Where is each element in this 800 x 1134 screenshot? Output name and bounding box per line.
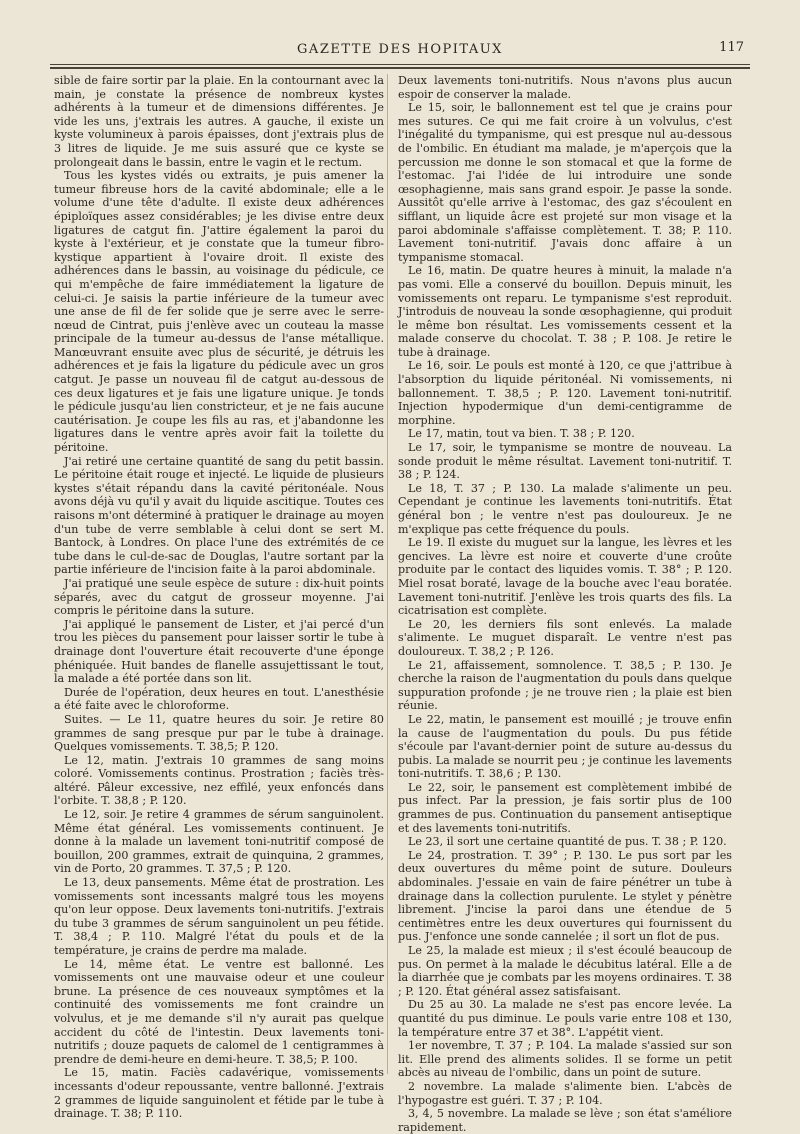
paragraph: Le 15, soir, le ballonnement est tel que je crains pour mes sutures. Ce qui me fait croire à un volvulus, c'est l'inégalité du tympanisme, qui est presque nul au-dessous de l'ombilic. En étudiant ma malade, je m'aperçois que la percussion me donne le son stomacal et que la forme de l'estomac. J'ai l'idée de lui introduire une sonde œsophagienne, mais sans grand espoir. Je passe la sonde. Aussitôt qu'elle arrive à l'estomac, des gaz s'écoulent en sifflant, un liquide âcre est projeté sur mon visage et la paroi abdominale s'affaisse complètement. T. 38; P. 110. Lavement toni-nutritif. J'avais donc affaire à un tympanisme stomacal. (398, 101, 732, 264)
paragraph: Suites. — Le 11, quatre heures du soir. Je retire 80 grammes de sang presque pur par le tube à drainage. Quelques vomissements. T. 38,5; P. 120. (54, 712, 384, 754)
paragraph: Deux lavements toni-nutritifs. Nous n'avons plus aucun espoir de conserver la malade. (398, 74, 732, 101)
paragraph: Le 15, matin. Faciès cadavérique, vomissements incessants d'odeur repoussante, ventre ballonné. J'extrais 2 grammes de liquide sanguinolent et fétide par le tube à drainage. T. 38; P. 110. (54, 1066, 384, 1121)
paragraph: Le 16, soir. Le pouls est monté à 120, ce que j'attribue à l'absorption du liquide péritonéal. Ni vomissements, ni ballonnement. T. 38,5 ; P. 120. Lavement toni-nutritif. Injection hypodermique d'un demi-centigramme de morphine. (398, 359, 732, 427)
paragraph: Le 25, la malade est mieux ; il s'est écoulé beaucoup de pus. On permet à la malade le décubitus latéral. Elle a de la diarrhée que je combats par les moyens ordinaires. T. 38 ; P. 120. État général assez satisfaisant. (398, 944, 732, 998)
paragraph: 1er novembre, T. 37 ; P. 104. La malade s'assied sur son lit. Elle prend des aliments solides. Il se forme un petit abcès au niveau de l'ombilic, dans un point de suture. (398, 1039, 732, 1080)
left-column (54, 74, 384, 1121)
paragraph: J'ai pratiqué une seule espèce de suture : dix-huit points séparés, avec du catgut de grosseur moyenne. J'ai compris le péritoine dans la suture. (54, 576, 384, 618)
paragraph: Le 19. Il existe du muguet sur la langue, les lèvres et les gencives. La lèvre est noire et couverte d'une croûte produite par le contact des liquides vomis. T. 38° ; P. 120. Miel rosat boraté, lavage de la bouche avec l'eau boratée. Lavement toni-nutritif. J'enlève les trois quarts des fils. La cicatrisation est complète. (398, 536, 732, 618)
paragraph: sible de faire sortir par la plaie. En la contournant avec la main, je constate la présence de nombreux kystes adhérents à la tumeur et de dimensions différentes. Je vide les uns, j'extrais les autres. A gauche, il existe un kyste volumineux à parois épaisses, dont j'extrais plus de 3 litres de liquide. Je me suis assuré que ce kyste se prolongeait dans le bassin, entre le vagin et le rectum. (54, 74, 384, 169)
paragraph: Le 14, même état. Le ventre est ballonné. Les vomissements ont une mauvaise odeur et une couleur brune. La présence de ces nouveaux symptômes et la continuité des vomissements me font craindre un volvulus, et je me demande s'il n'y aurait pas quelque accident du côté de l'intestin. Deux lavements toni-nutritifs ; douze paquets de calomel de 1 centigrammes à prendre de demi-heure en demi-heure. T. 38,5; P. 100. (54, 957, 384, 1066)
paragraph: Du 25 au 30. La malade ne s'est pas encore levée. La quantité du pus diminue. Le pouls varie entre 108 et 130, la température entre 37 et 38°. L'appétit vient. (398, 998, 732, 1039)
paragraph: Le 24, prostration. T. 39° ; P. 130. Le pus sort par les deux ouvertures du même point de suture. Douleurs abdominales. J'essaie en vain de faire pénétrer un tube à drainage dans la collection purulente. Le stylet y pénètre librement. J'incise la paroi dans une étendue de 5 centimètres entre les deux ouvertures qui fournissent du pus. J'enfonce une sonde cannelée ; il sort un flot de pus. (398, 848, 732, 944)
paragraph: Le 12, soir. Je retire 4 grammes de sérum sanguinolent. Même état général. Les vomissements continuent. Je donne à la malade un lavement toni-nutritif composé de bouillon, 200 grammes, extrait de quinquina, 2 grammes, vin de Porto, 20 grammes. T. 37,5 ; P. 120. (54, 808, 384, 876)
column-divider (387, 74, 388, 1074)
paragraph: J'ai appliqué le pansement de Lister, et j'ai percé d'un trou les pièces du pansement pour laisser sortir le tube à drainage dont l'ouverture était recouverte d'une éponge phéniquée. Huit bandes de flanelle assujettissant le tout, la malade a été portée dans son lit. (54, 617, 384, 686)
header-rule-thin (50, 64, 750, 65)
paragraph: J'ai retiré une certaine quantité de sang du petit bassin. Le péritoine était rouge et injecté. Le liquide de plusieurs kystes s'était répandu dans la cavité péritonéale. Nous avons déjà vu qu'il y avait du liquide ascitique. Toutes ces raisons m'ont déterminé à pratiquer le drainage au moyen d'un tube de verre semblable à celui dont se sert M. Bantock, à Londres. On place l'une des extrémités de ce tube dans le cul-de-sac de Douglas, l'autre sortant par la partie inférieure de l'incision faite à la paroi abdominale. (54, 454, 384, 577)
paragraph: Le 20, les derniers fils sont enlevés. La malade s'alimente. Le muguet disparaît. Le ventre n'est pas douloureux. T. 38,2 ; P. 126. (398, 617, 732, 658)
paragraph: 2 novembre. La malade s'alimente bien. L'abcès de l'hypogastre est guéri. T. 37 ; P. 104. (398, 1079, 732, 1107)
paragraph: Le 17, matin, tout va bien. T. 38 ; P. 120. (408, 427, 635, 441)
running-title: GAZETTE DES HOPITAUX (297, 42, 503, 57)
paragraph: Le 16, matin. De quatre heures à minuit, la malade n'a pas vomi. Elle a conservé du bouillon. Depuis minuit, les vomissements ont reparu. Le tympanisme s'est reproduit. J'introduis de nouveau la sonde œsophagienne, qui produit le même bon résultat. Les vomissements cessent et la malade conserve du chocolat. T. 38 ; P. 108. Je retire le tube à drainage. (398, 264, 732, 359)
paragraph: Durée de l'opération, deux heures en tout. L'anesthésie a été faite avec le chloroforme. (54, 685, 384, 713)
paragraph: 3, 4, 5 novembre. La malade se lève ; son état s'améliore rapidement. (398, 1107, 732, 1134)
paragraph: Le 23, il sort une certaine quantité de pus. T. 38 ; P. 120. (408, 835, 727, 849)
paragraph: Le 22, soir, le pansement est complètement imbibé de pus infect. Par la pression, je fais sortir plus de 100 grammes de pus. Continuation du pansement antiseptique et des lavements toni-nutritifs. (398, 780, 732, 835)
header-rule-thick (50, 67, 750, 69)
paragraph: Le 22, matin, le pansement est mouillé ; je trouve enfin la cause de l'augmentation du pouls. Du pus fétide s'écoule par l'avant-dernier point de suture au-dessus du pubis. La malade se nourrit peu ; je continue les lavements toni-nutritifs. T. 38,6 ; P. 130. (398, 712, 732, 781)
paragraph: Le 21, affaissement, somnolence. T. 38,5 ; P. 130. Je cherche la raison de l'augmentation du pouls dans quelque suppuration profonde ; je ne trouve rien ; la plaie est bien réunie. (398, 658, 732, 713)
paragraph: Le 13, deux pansements. Même état de prostration. Les vomissements sont incessants malgré tous les moyens qu'on leur oppose. Deux lavements toni-nutritifs. J'extrais du tube 3 grammes de sérum sanguinolent un peu fétide. T. 38,4 ; P. 110. Malgré l'état du pouls et de la température, je crains de perdre ma malade. (54, 876, 384, 957)
paragraph: Tous les kystes vidés ou extraits, je puis amener la tumeur fibreuse hors de la cavité abdominale; elle a le volume d'une tête d'adulte. Il existe deux adhérences épiploïques assez considérables; je les divise entre deux ligatures de catgut fin. J'attire également la paroi du kyste à l'extérieur, et je constate que la tumeur fibro-kystique appartient à l'ovaire droit. Il existe des adhérences dans le bassin, au voisinage du pédicule, ce qui m'empêche de faire immédiatement la ligature de celui-ci. Je saisis la partie inférieure de la tumeur avec une anse de fil de fer solide que je serre avec le serre-nœud de Cintrat, puis j'enlève avec un couteau la masse principale de la tumeur au-dessus de l'anse métallique. Manœuvrant ensuite avec plus de sécurité, je détruis les adhérences et je fais la ligature du pédicule avec un gros catgut. Je passe un nouveau fil de catgut au-dessous de ces deux ligatures et je fais une ligature unique. Je tonds le pédicule jusqu'au lien constricteur, et je ne fais aucune cautérisation. Je coupe les fils au ras, et j'abandonne les ligatures dans le ventre après avoir fait la toilette du péritoine. (54, 169, 384, 455)
page-header (30, 38, 770, 62)
page-number: 117 (719, 40, 744, 55)
paragraph: Le 18, T. 37 ; P. 130. La malade s'alimente un peu. Cependant je continue les lavements toni-nutritifs. État général bon ; le ventre n'est pas douloureux. Je ne m'explique pas cette fréquence du pouls. (398, 481, 732, 536)
paragraph: Le 12, matin. J'extrais 10 grammes de sang moins coloré. Vomissements continus. Prostration ; faciès très-altéré. Pâleur excessive, nez effilé, yeux enfoncés dans l'orbite. T. 38,8 ; P. 120. (54, 753, 384, 808)
paragraph: Le 17, soir, le tympanisme se montre de nouveau. La sonde produit le même résultat. Lavement toni-nutritif. T. 38 ; P. 124. (398, 441, 732, 482)
right-column (398, 74, 732, 1134)
